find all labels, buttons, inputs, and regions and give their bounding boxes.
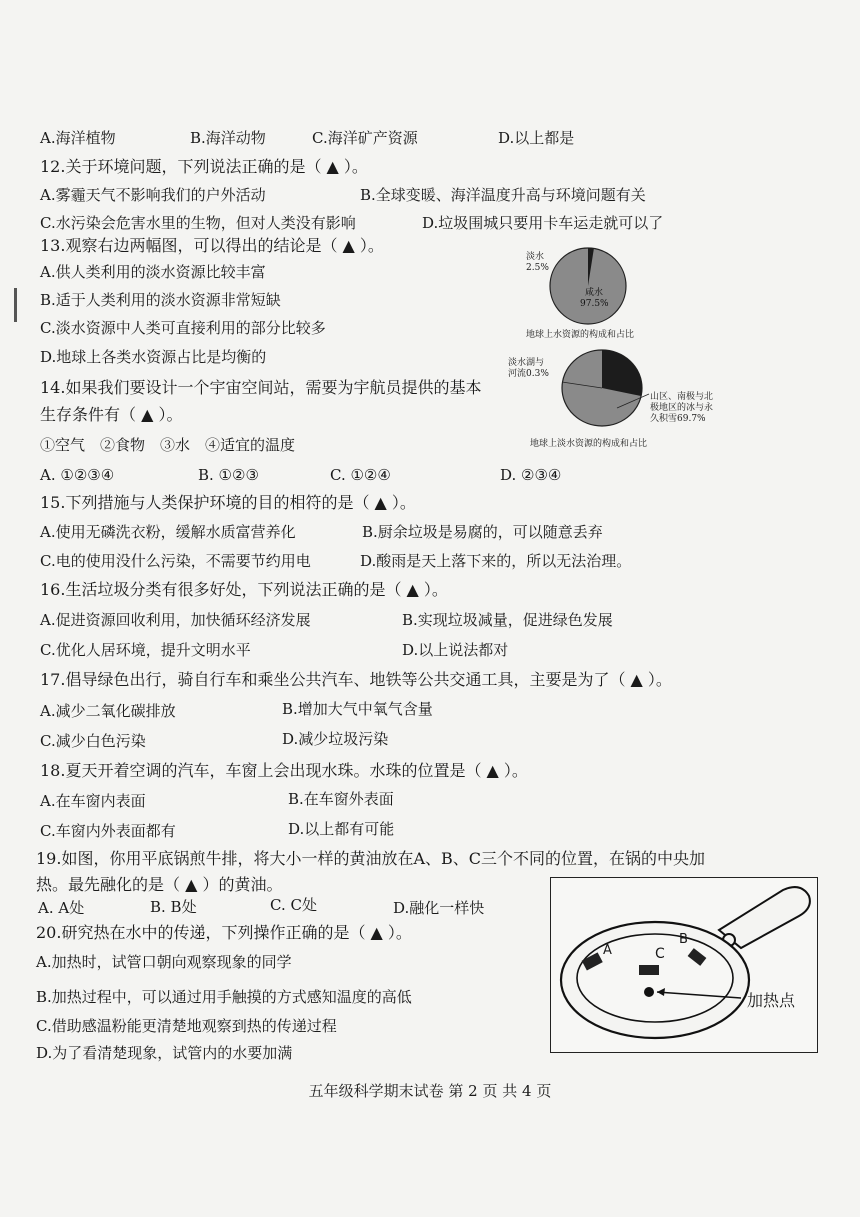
q11-option-d: D.以上都是 bbox=[498, 129, 575, 147]
pie1-fresh-label: 淡水 bbox=[526, 252, 545, 262]
q17-option-a: A.减少二氧化碳排放 bbox=[40, 702, 176, 720]
pie2-lake-label-2: 河流0.3% bbox=[508, 369, 549, 379]
q15-option-c: C.电的使用没什么污染，不需要节约用电 bbox=[40, 552, 311, 570]
q18-stem: 18.夏天开着空调的汽车，车窗上会出现水珠。水珠的位置是（ ▲ ）。 bbox=[40, 761, 528, 780]
margin-mark bbox=[14, 288, 17, 322]
q14-option-a: A. ①②③④ bbox=[40, 466, 115, 484]
heat-point-label: 加热点 bbox=[747, 991, 796, 1010]
q16-option-b: B.实现垃圾减量，促进绿色发展 bbox=[402, 611, 613, 629]
q15-stem: 15.下列措施与人类保护环境的目的相符的是（ ▲ ）。 bbox=[40, 493, 416, 512]
q14-option-b: B. ①②③ bbox=[198, 466, 259, 484]
q13-stem: 13.观察右边两幅图，可以得出的结论是（ ▲ ）。 bbox=[40, 236, 384, 255]
q17-stem: 17.倡导绿色出行，骑自行车和乘坐公共汽车、地铁等公共交通工具，主要是为了（ ▲ ）。 bbox=[40, 670, 672, 689]
pie2-ice-pointer bbox=[615, 390, 655, 410]
freshwater-resources-pie bbox=[560, 348, 644, 428]
q18-option-d: D.以上都有可能 bbox=[288, 820, 395, 838]
pie2-lake-label-1: 淡水湖与 bbox=[508, 358, 545, 368]
q11-option-a: A.海洋植物 bbox=[40, 129, 116, 147]
q16-option-c: C.优化人居环境，提升文明水平 bbox=[40, 641, 251, 659]
q12-option-c: C.水污染会危害水里的生物，但对人类没有影响 bbox=[40, 214, 356, 232]
q17-option-d: D.减少垃圾污染 bbox=[282, 730, 389, 748]
pie1-fresh-value: 2.5% bbox=[526, 263, 549, 273]
frying-pan-drawing bbox=[551, 878, 817, 1052]
q12-option-a: A.雾霾天气不影响我们的户外活动 bbox=[40, 186, 266, 204]
q15-option-b: B.厨余垃圾是易腐的，可以随意丢弃 bbox=[362, 523, 603, 541]
q13-option-b: B.适于人类利用的淡水资源非常短缺 bbox=[40, 291, 281, 309]
q19-option-b: B. B处 bbox=[150, 898, 197, 916]
q20-option-d: D.为了看清楚现象，试管内的水要加满 bbox=[36, 1044, 293, 1062]
pie2-caption: 地球上淡水资源的构成和占比 bbox=[530, 439, 648, 449]
q16-option-d: D.以上说法都对 bbox=[402, 641, 509, 659]
q20-option-a: A.加热时，试管口朝向观察现象的同学 bbox=[36, 953, 292, 971]
q16-stem: 16.生活垃圾分类有很多好处，下列说法正确的是（ ▲ ）。 bbox=[40, 580, 448, 599]
q13-option-d: D.地球上各类水资源占比是均衡的 bbox=[40, 348, 267, 366]
q14-stem-line2: 生存条件有（ ▲ ）。 bbox=[40, 405, 183, 424]
q14-option-d: D. ②③④ bbox=[500, 466, 562, 484]
q11-option-c: C.海洋矿产资源 bbox=[312, 129, 418, 147]
page-footer: 五年级科学期末试卷 第 2 页 共 4 页 bbox=[308, 1082, 552, 1100]
q15-option-d: D.酸雨是天上落下来的，所以无法治理。 bbox=[360, 552, 632, 570]
pie2-ice-label-2: 极地区的冰与永 bbox=[650, 403, 714, 413]
water-resources-pie bbox=[548, 246, 628, 326]
q13-option-a: A.供人类利用的淡水资源比较丰富 bbox=[40, 263, 266, 281]
q14-items: ①空气 ②食物 ③水 ④适宜的温度 bbox=[40, 436, 296, 454]
q14-stem-line1: 14.如果我们要设计一个宇宙空间站，需要为宇航员提供的基本 bbox=[40, 378, 482, 397]
q12-stem: 12.关于环境问题，下列说法正确的是（ ▲ ）。 bbox=[40, 157, 368, 176]
q15-option-a: A.使用无磷洗衣粉，缓解水质富营养化 bbox=[40, 523, 296, 541]
q18-option-c: C.车窗内外表面都有 bbox=[40, 822, 176, 840]
pan-label-a: A bbox=[603, 943, 612, 958]
q19-stem-line2: 热。最先融化的是（ ▲ ）的黄油。 bbox=[36, 875, 283, 894]
q11-option-b: B.海洋动物 bbox=[190, 129, 266, 147]
pie1-salt-label: 咸水 bbox=[585, 288, 604, 298]
pie1-salt-value: 97.5% bbox=[580, 299, 609, 309]
q12-option-b: B.全球变暖、海洋温度升高与环境问题有关 bbox=[360, 186, 646, 204]
heat-point bbox=[644, 987, 654, 997]
butter-c bbox=[639, 965, 659, 975]
pie1-caption: 地球上水资源的构成和占比 bbox=[526, 330, 635, 340]
q20-option-c: C.借助感温粉能更清楚地观察到热的传递过程 bbox=[36, 1017, 337, 1035]
q19-option-c: C. C处 bbox=[270, 896, 317, 914]
q19-stem-line1: 19.如图，你用平底锅煎牛排，将大小一样的黄油放在A、B、C三个不同的位置，在锅的中央加 bbox=[36, 849, 706, 868]
pie2-ice-label-1: 山区、南极与北 bbox=[650, 392, 714, 402]
q17-option-c: C.减少白色污染 bbox=[40, 732, 146, 750]
q12-option-d: D.垃圾围城只要用卡车运走就可以了 bbox=[422, 214, 664, 232]
pan-label-b: B bbox=[679, 932, 688, 947]
q18-option-b: B.在车窗外表面 bbox=[288, 790, 394, 808]
q18-option-a: A.在车窗内表面 bbox=[40, 792, 146, 810]
q16-option-a: A.促进资源回收利用，加快循环经济发展 bbox=[40, 611, 311, 629]
q14-option-c: C. ①②④ bbox=[330, 466, 391, 484]
frying-pan-figure bbox=[550, 877, 818, 1053]
q20-option-b: B.加热过程中，可以通过用手触摸的方式感知温度的高低 bbox=[36, 988, 412, 1006]
pan-label-c: C bbox=[655, 946, 665, 962]
q13-option-c: C.淡水资源中人类可直接利用的部分比较多 bbox=[40, 319, 326, 337]
pie2-ice-label-3: 久积雪69.7% bbox=[650, 414, 706, 424]
q17-option-b: B.增加大气中氧气含量 bbox=[282, 700, 433, 718]
q19-option-a: A. A处 bbox=[38, 899, 85, 917]
q19-option-d: D.融化一样快 bbox=[393, 899, 485, 917]
q20-stem: 20.研究热在水中的传递，下列操作正确的是（ ▲ ）。 bbox=[36, 923, 412, 942]
